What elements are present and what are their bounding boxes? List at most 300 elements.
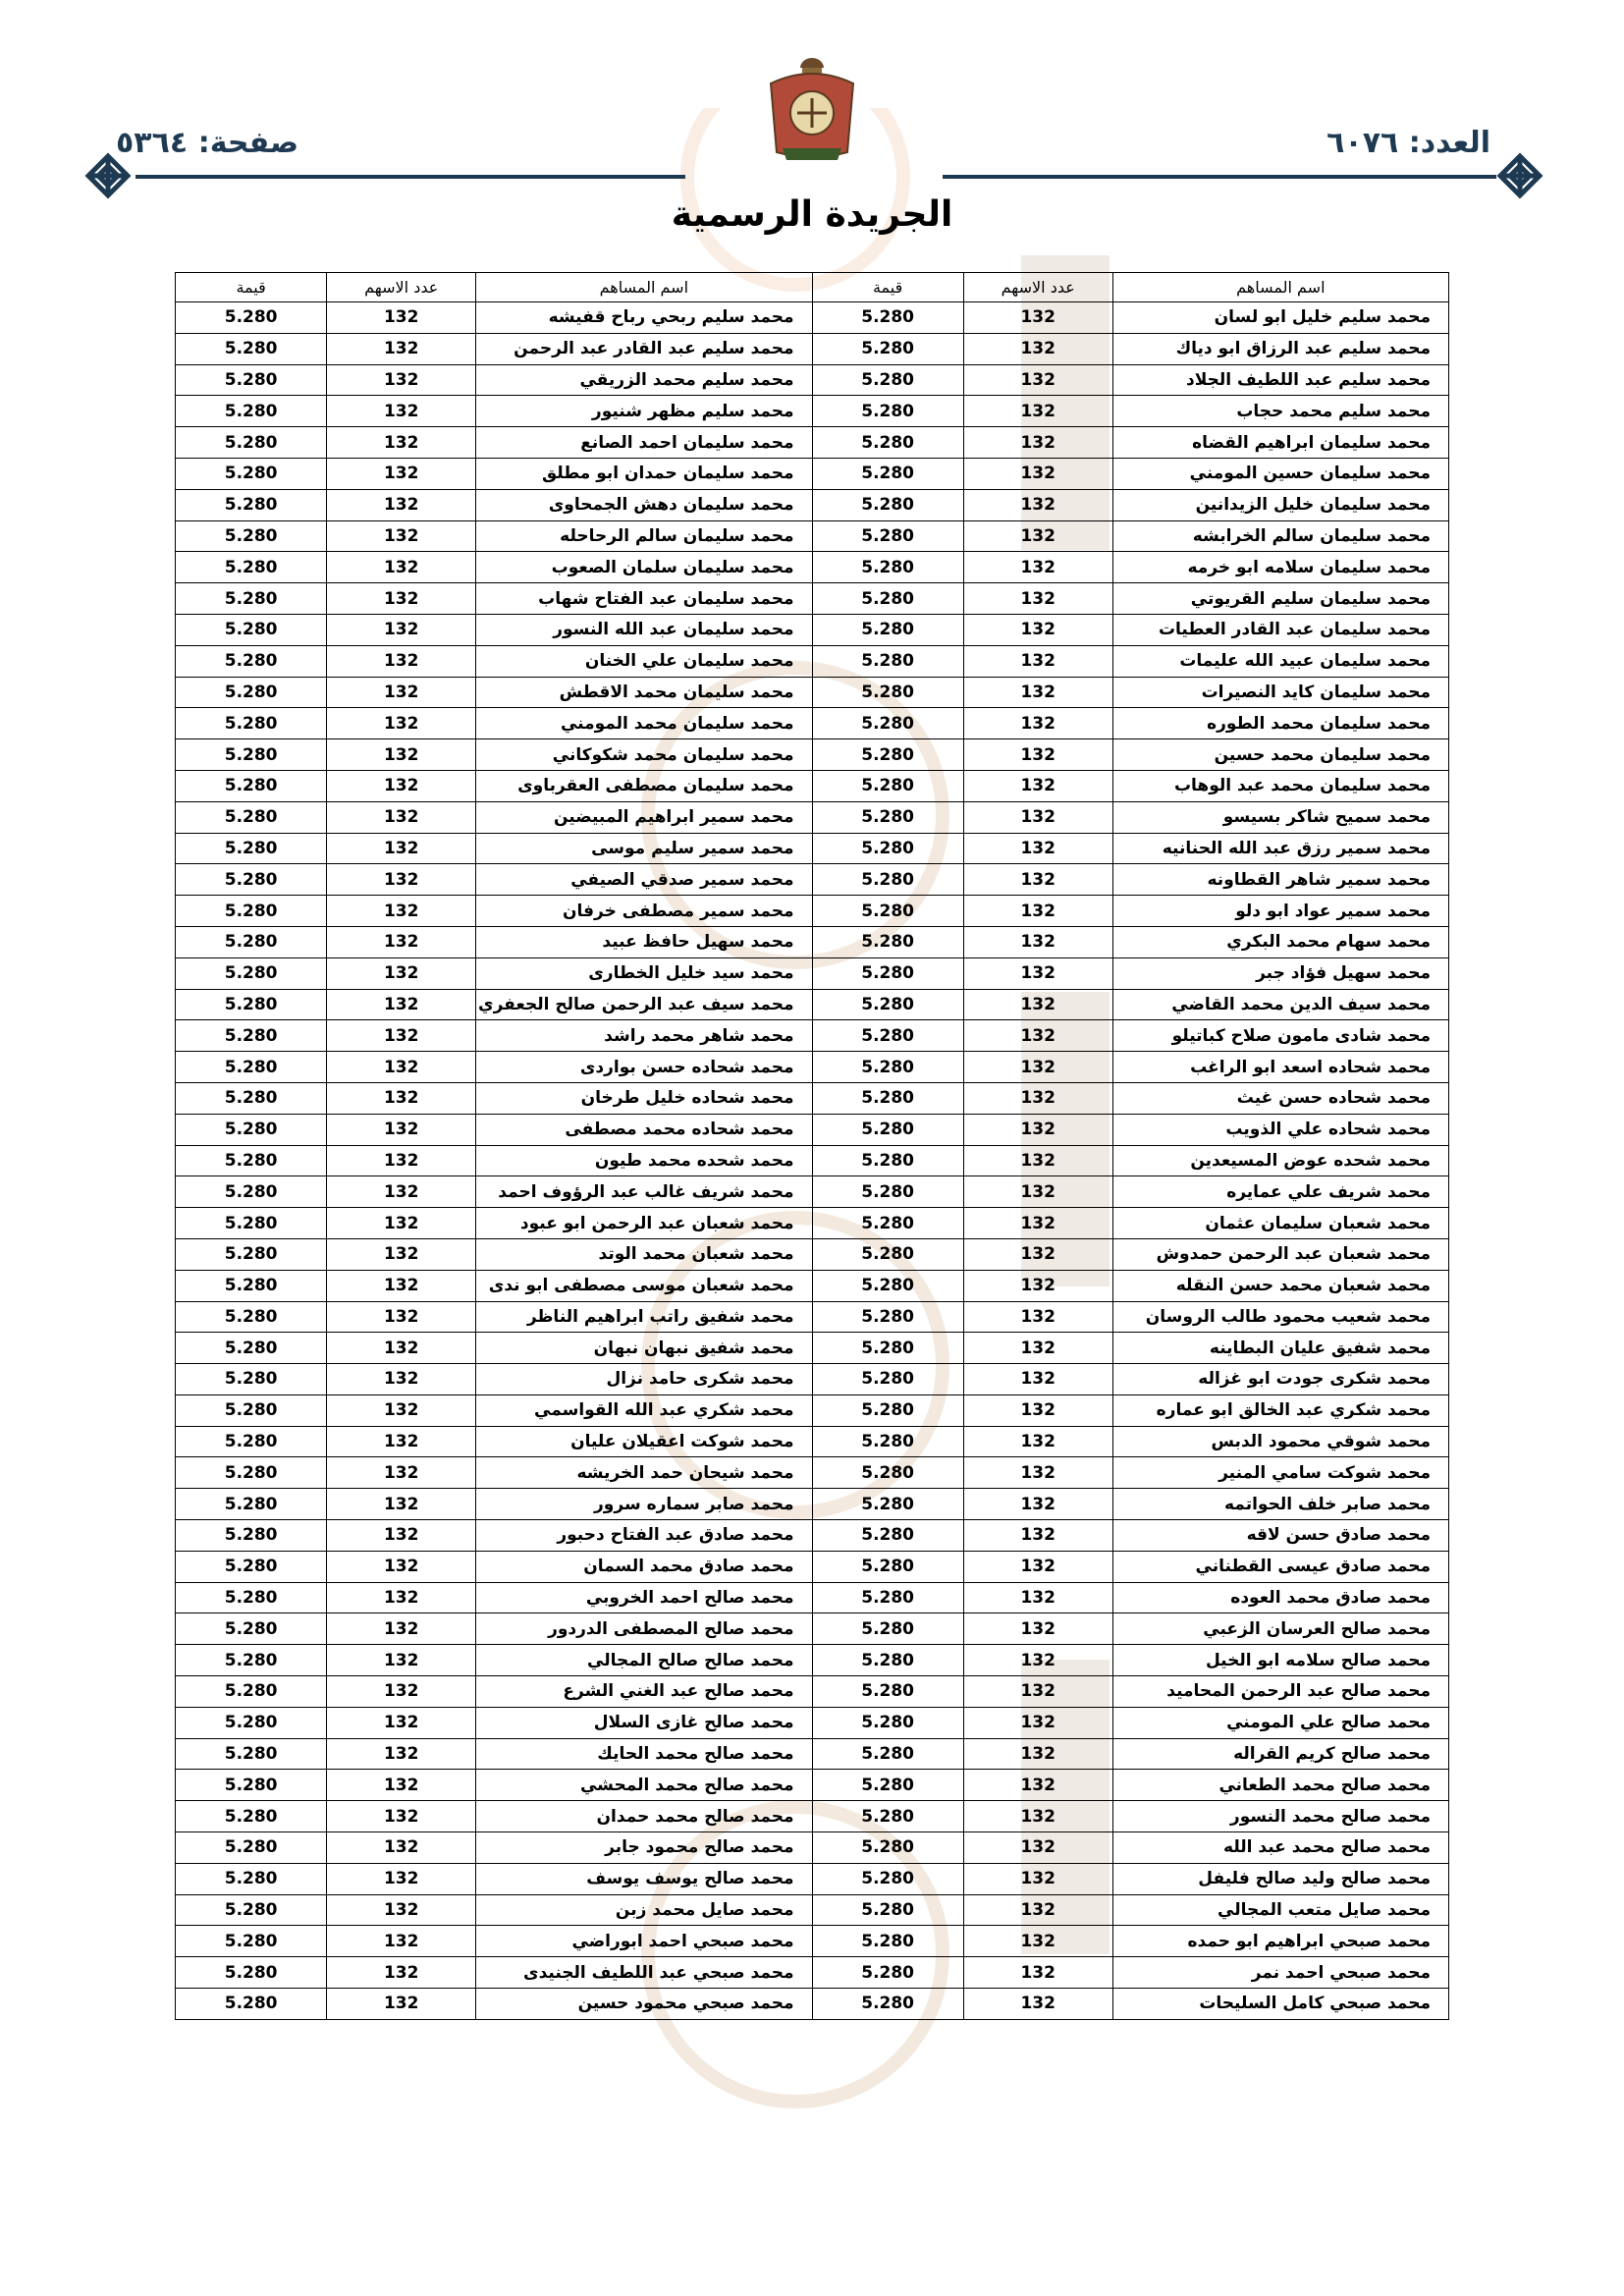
header-rule-right xyxy=(943,175,1496,179)
share-count: 132 xyxy=(327,427,476,459)
share-value: 5.280 xyxy=(812,1801,963,1832)
share-value: 5.280 xyxy=(176,1364,327,1395)
shareholder-name: محمد سليم عبد اللطيف الجلاد xyxy=(1112,364,1448,396)
shareholder-name: محمد صالح محمد عبد الله xyxy=(1112,1832,1448,1864)
table-row xyxy=(176,1020,1449,1052)
share-count: 132 xyxy=(327,1394,476,1426)
shareholder-name: محمد صبحي عبد اللطيف الجنيدى xyxy=(476,1957,812,1989)
share-value: 5.280 xyxy=(812,1957,963,1989)
share-count: 132 xyxy=(327,989,476,1020)
shareholder-name: محمد شريف علي عمايره xyxy=(1112,1176,1448,1208)
shareholder-name: محمد صالح محمد حمدان xyxy=(476,1801,812,1832)
share-value: 5.280 xyxy=(176,989,327,1020)
shareholder-name: محمد سليمان سليم القريوتي xyxy=(1112,583,1448,615)
shareholder-name: محمد شحاده حسن غيث xyxy=(1112,1082,1448,1114)
share-value: 5.280 xyxy=(176,1489,327,1520)
shareholder-name: محمد سليمان ابراهيم القضاه xyxy=(1112,427,1448,459)
shareholder-name: محمد شحده محمد طيون xyxy=(476,1145,812,1176)
shareholder-name: محمد سهيل فؤاد جبر xyxy=(1112,957,1448,989)
share-value: 5.280 xyxy=(812,896,963,927)
shareholder-name: محمد شحاده محمد مصطفى xyxy=(476,1114,812,1145)
shareholder-name: محمد سهام محمد البكري xyxy=(1112,926,1448,957)
share-count: 132 xyxy=(963,1551,1112,1582)
share-count: 132 xyxy=(327,489,476,520)
table-row xyxy=(176,1832,1449,1864)
share-value: 5.280 xyxy=(176,364,327,396)
share-value: 5.280 xyxy=(176,1832,327,1864)
table-row xyxy=(176,1613,1449,1645)
shareholder-name: محمد شكرى جودت ابو غزاله xyxy=(1112,1364,1448,1395)
table-row xyxy=(176,957,1449,989)
shareholders-table xyxy=(175,272,1449,2020)
shareholder-name: محمد سليمان سلمان الصعوب xyxy=(476,552,812,583)
share-value: 5.280 xyxy=(176,1676,327,1708)
share-value: 5.280 xyxy=(176,1894,327,1926)
share-count: 132 xyxy=(327,801,476,833)
shareholder-name: محمد شكرى حامد نزال xyxy=(476,1364,812,1395)
share-count: 132 xyxy=(963,1457,1112,1489)
table-row xyxy=(176,1926,1449,1957)
share-value: 5.280 xyxy=(812,1426,963,1457)
shareholder-name: محمد سليمان محمد عبد الوهاب xyxy=(1112,770,1448,801)
shareholder-name: محمد صالح يوسف يوسف xyxy=(476,1863,812,1894)
share-count: 132 xyxy=(327,739,476,771)
share-value: 5.280 xyxy=(176,1770,327,1801)
table-row xyxy=(176,1676,1449,1708)
shareholder-name: محمد سمير شاهر القطاونه xyxy=(1112,864,1448,896)
share-value: 5.280 xyxy=(176,1020,327,1052)
table-row xyxy=(176,614,1449,645)
share-count: 132 xyxy=(963,1364,1112,1395)
share-count: 132 xyxy=(327,1676,476,1708)
share-count: 132 xyxy=(963,458,1112,489)
shareholder-name: محمد شعبان محمد الوتد xyxy=(476,1238,812,1270)
shareholder-name: محمد شفيق عليان البطاينه xyxy=(1112,1333,1448,1364)
share-count: 132 xyxy=(963,1738,1112,1770)
share-value: 5.280 xyxy=(812,1082,963,1114)
table-row xyxy=(176,458,1449,489)
share-value: 5.280 xyxy=(812,801,963,833)
share-value: 5.280 xyxy=(812,1613,963,1645)
table-row xyxy=(176,645,1449,677)
share-value: 5.280 xyxy=(812,708,963,739)
share-count: 132 xyxy=(327,896,476,927)
share-count: 132 xyxy=(327,957,476,989)
share-count: 132 xyxy=(327,552,476,583)
share-count: 132 xyxy=(963,896,1112,927)
share-count: 132 xyxy=(963,1645,1112,1676)
share-count: 132 xyxy=(327,1208,476,1239)
share-count: 132 xyxy=(963,1270,1112,1301)
share-count: 132 xyxy=(327,1145,476,1176)
share-value: 5.280 xyxy=(176,1457,327,1489)
share-value: 5.280 xyxy=(176,1926,327,1957)
shareholder-name: محمد سليمان سلامه ابو خرمه xyxy=(1112,552,1448,583)
share-value: 5.280 xyxy=(812,1832,963,1864)
share-count: 132 xyxy=(327,458,476,489)
table-row xyxy=(176,1707,1449,1738)
share-count: 132 xyxy=(327,1551,476,1582)
share-value: 5.280 xyxy=(176,396,327,427)
shareholder-name: محمد صبحي محمود حسين xyxy=(476,1989,812,2020)
table-row xyxy=(176,1957,1449,1989)
share-value: 5.280 xyxy=(812,1582,963,1613)
share-value: 5.280 xyxy=(176,957,327,989)
share-count: 132 xyxy=(963,1582,1112,1613)
share-count: 132 xyxy=(963,396,1112,427)
header-value: قيمة xyxy=(176,273,327,302)
shareholder-name: محمد صابر خلف الحواتمه xyxy=(1112,1489,1448,1520)
share-value: 5.280 xyxy=(812,1707,963,1738)
share-value: 5.280 xyxy=(176,1394,327,1426)
share-value: 5.280 xyxy=(812,1333,963,1364)
table-row xyxy=(176,1863,1449,1894)
shareholder-name: محمد سليم خليل ابو لسان xyxy=(1112,302,1448,334)
shareholder-name: محمد صالح محمد الحايك xyxy=(476,1738,812,1770)
shareholder-name: محمد صادق محمد العوده xyxy=(1112,1582,1448,1613)
share-count: 132 xyxy=(963,739,1112,771)
shareholder-name: محمد صالح صالح المجالي xyxy=(476,1645,812,1676)
share-value: 5.280 xyxy=(812,1676,963,1708)
table-row xyxy=(176,364,1449,396)
shareholder-name: محمد شفيق راتب ابراهيم الناظر xyxy=(476,1301,812,1333)
table-row xyxy=(176,677,1449,708)
share-value: 5.280 xyxy=(176,552,327,583)
shareholder-name: محمد شعبان محمد حسن النقله xyxy=(1112,1270,1448,1301)
share-count: 132 xyxy=(963,1863,1112,1894)
shareholder-name: محمد شحاده خليل طرخان xyxy=(476,1082,812,1114)
shareholder-name: محمد سليمان دهش الجمحاوى xyxy=(476,489,812,520)
share-count: 132 xyxy=(963,1676,1112,1708)
shareholder-name: محمد سيف الدين محمد القاضي xyxy=(1112,989,1448,1020)
table-row xyxy=(176,583,1449,615)
share-value: 5.280 xyxy=(812,1738,963,1770)
shareholder-name: محمد صالح عبد الغني الشرع xyxy=(476,1676,812,1708)
shareholder-name: محمد سمير صدقي الصيفي xyxy=(476,864,812,896)
share-count: 132 xyxy=(327,1333,476,1364)
share-count: 132 xyxy=(327,677,476,708)
share-value: 5.280 xyxy=(176,489,327,520)
share-value: 5.280 xyxy=(176,1863,327,1894)
table-row xyxy=(176,396,1449,427)
shareholder-name: محمد صالح محمود جابر xyxy=(476,1832,812,1864)
shareholder-name: محمد صادق محمد السمان xyxy=(476,1551,812,1582)
shareholder-name: محمد شفيق نبهان نبهان xyxy=(476,1333,812,1364)
shareholder-name: محمد سليم محمد الزريقي xyxy=(476,364,812,396)
table-row xyxy=(176,1489,1449,1520)
share-value: 5.280 xyxy=(812,926,963,957)
table-row xyxy=(176,926,1449,957)
shareholder-name: محمد صادق عيسى القطناني xyxy=(1112,1551,1448,1582)
share-value: 5.280 xyxy=(812,520,963,552)
share-value: 5.280 xyxy=(812,1645,963,1676)
share-count: 132 xyxy=(327,1176,476,1208)
share-count: 132 xyxy=(963,1957,1112,1989)
table-row xyxy=(176,770,1449,801)
shareholder-name: محمد شاهر محمد راشد xyxy=(476,1020,812,1052)
share-count: 132 xyxy=(963,552,1112,583)
share-count: 132 xyxy=(327,1989,476,2020)
share-count: 132 xyxy=(327,1645,476,1676)
share-value: 5.280 xyxy=(176,1114,327,1145)
shareholder-name: محمد صالح محمد الطعاني xyxy=(1112,1770,1448,1801)
share-value: 5.280 xyxy=(812,458,963,489)
share-count: 132 xyxy=(963,989,1112,1020)
share-value: 5.280 xyxy=(176,1957,327,1989)
shareholder-name: محمد صالح العرسان الزعبي xyxy=(1112,1613,1448,1645)
jordan-crest-icon xyxy=(763,54,861,167)
shareholder-name: محمد شعبان عبد الرحمن حمدوش xyxy=(1112,1238,1448,1270)
share-value: 5.280 xyxy=(812,364,963,396)
share-value: 5.280 xyxy=(176,1238,327,1270)
table-row xyxy=(176,1333,1449,1364)
share-value: 5.280 xyxy=(812,1145,963,1176)
shareholder-name: محمد سيف عبد الرحمن صالح الجعفري xyxy=(476,989,812,1020)
share-count: 132 xyxy=(327,1426,476,1457)
share-count: 132 xyxy=(963,1989,1112,2020)
table-row xyxy=(176,1364,1449,1395)
shareholder-name: محمد سمير مصطفى خرفان xyxy=(476,896,812,927)
share-count: 132 xyxy=(963,614,1112,645)
share-count: 132 xyxy=(327,1238,476,1270)
share-value: 5.280 xyxy=(812,1926,963,1957)
shareholder-name: محمد سليمان حسين المومني xyxy=(1112,458,1448,489)
share-value: 5.280 xyxy=(812,677,963,708)
shareholder-name: محمد صبحي كامل السليحات xyxy=(1112,1989,1448,2020)
table-row xyxy=(176,1582,1449,1613)
share-count: 132 xyxy=(963,1926,1112,1957)
header-count: عدد الاسهم xyxy=(963,273,1112,302)
share-value: 5.280 xyxy=(812,1364,963,1395)
share-value: 5.280 xyxy=(812,1301,963,1333)
shareholder-name: محمد صالح علي المومني xyxy=(1112,1707,1448,1738)
share-value: 5.280 xyxy=(812,552,963,583)
table-row xyxy=(176,1989,1449,2020)
share-value: 5.280 xyxy=(812,739,963,771)
share-count: 132 xyxy=(327,396,476,427)
shareholder-name: محمد شعبان موسى مصطفى ابو ندى xyxy=(476,1270,812,1301)
share-value: 5.280 xyxy=(176,1645,327,1676)
share-value: 5.280 xyxy=(812,614,963,645)
shareholder-name: محمد صالح عبد الرحمن المحاميد xyxy=(1112,1676,1448,1708)
table-row xyxy=(176,1301,1449,1333)
share-count: 132 xyxy=(327,1894,476,1926)
share-value: 5.280 xyxy=(812,1238,963,1270)
shareholder-name: محمد سليمان محمد الطوره xyxy=(1112,708,1448,739)
share-value: 5.280 xyxy=(176,1270,327,1301)
share-value: 5.280 xyxy=(812,957,963,989)
table-row xyxy=(176,1082,1449,1114)
share-value: 5.280 xyxy=(176,1989,327,2020)
share-count: 132 xyxy=(963,302,1112,334)
header-count: عدد الاسهم xyxy=(327,273,476,302)
shareholder-name: محمد سليمان محمد الاقطش xyxy=(476,677,812,708)
shareholder-name: محمد شحده عوض المسيعدين xyxy=(1112,1145,1448,1176)
shareholder-name: محمد سليمان عبيد الله عليمات xyxy=(1112,645,1448,677)
share-value: 5.280 xyxy=(812,1052,963,1083)
knot-ornament-icon xyxy=(1496,152,1543,199)
table-row xyxy=(176,708,1449,739)
header-rule-left xyxy=(135,175,685,179)
page-title: الجريدة الرسمية xyxy=(671,194,953,235)
share-value: 5.280 xyxy=(176,1551,327,1582)
share-value: 5.280 xyxy=(176,864,327,896)
table-row xyxy=(176,1270,1449,1301)
share-count: 132 xyxy=(327,1457,476,1489)
shareholder-name: محمد صايل متعب المجالي xyxy=(1112,1894,1448,1926)
share-count: 132 xyxy=(963,1707,1112,1738)
share-count: 132 xyxy=(327,1801,476,1832)
table-row xyxy=(176,1052,1449,1083)
shareholder-name: محمد شحاده حسن بواردى xyxy=(476,1052,812,1083)
shareholder-name: محمد سليمان سالم الرحاحله xyxy=(476,520,812,552)
share-value: 5.280 xyxy=(812,333,963,364)
share-count: 132 xyxy=(963,677,1112,708)
shareholder-name: محمد سليم ربحي رباح قفيشه xyxy=(476,302,812,334)
table-row xyxy=(176,1238,1449,1270)
shareholder-name: محمد سليمان عبد الله النسور xyxy=(476,614,812,645)
share-value: 5.280 xyxy=(812,302,963,334)
share-value: 5.280 xyxy=(812,864,963,896)
shareholder-name: محمد سليمان عبد القادر العطيات xyxy=(1112,614,1448,645)
table-row xyxy=(176,1520,1449,1552)
shareholder-name: محمد سمير ابراهيم المبيضين xyxy=(476,801,812,833)
share-count: 132 xyxy=(327,1052,476,1083)
shareholder-name: محمد سليمان محمد حسين xyxy=(1112,739,1448,771)
table-row xyxy=(176,1801,1449,1832)
share-value: 5.280 xyxy=(176,1426,327,1457)
shareholder-name: محمد صالح احمد الخروبي xyxy=(476,1582,812,1613)
share-value: 5.280 xyxy=(176,896,327,927)
shareholder-name: محمد شريف غالب عبد الرؤوف احمد xyxy=(476,1176,812,1208)
shareholder-name: محمد سليمان احمد الصانع xyxy=(476,427,812,459)
shareholder-name: محمد صالح سلامه ابو الخيل xyxy=(1112,1645,1448,1676)
shareholder-name: محمد سليم عبد القادر عبد الرحمن xyxy=(476,333,812,364)
share-value: 5.280 xyxy=(812,1520,963,1552)
share-count: 132 xyxy=(327,1957,476,1989)
shareholder-name: محمد صبحي ابراهيم ابو حمده xyxy=(1112,1926,1448,1957)
shareholder-name: محمد صبحي احمد ابوراضي xyxy=(476,1926,812,1957)
shareholder-name: محمد سليمان كايد النصيرات xyxy=(1112,677,1448,708)
share-count: 132 xyxy=(963,1114,1112,1145)
share-count: 132 xyxy=(327,1926,476,1957)
share-value: 5.280 xyxy=(176,1082,327,1114)
share-value: 5.280 xyxy=(812,1863,963,1894)
share-count: 132 xyxy=(963,1520,1112,1552)
share-value: 5.280 xyxy=(176,708,327,739)
share-value: 5.280 xyxy=(812,770,963,801)
table-row xyxy=(176,896,1449,927)
table-row xyxy=(176,1894,1449,1926)
share-count: 132 xyxy=(327,1707,476,1738)
share-count: 132 xyxy=(327,1832,476,1864)
table-row xyxy=(176,833,1449,864)
shareholder-name: محمد سهيل حافظ عبيد xyxy=(476,926,812,957)
table-row xyxy=(176,1738,1449,1770)
share-value: 5.280 xyxy=(812,1894,963,1926)
share-value: 5.280 xyxy=(812,1989,963,2020)
share-value: 5.280 xyxy=(176,739,327,771)
share-count: 132 xyxy=(327,864,476,896)
table-header-row xyxy=(176,273,1449,302)
table-row xyxy=(176,1176,1449,1208)
table-row xyxy=(176,1645,1449,1676)
share-count: 132 xyxy=(327,1114,476,1145)
shareholder-name: محمد صالح كريم القراله xyxy=(1112,1738,1448,1770)
share-value: 5.280 xyxy=(176,1738,327,1770)
share-count: 132 xyxy=(963,1832,1112,1864)
share-count: 132 xyxy=(963,1333,1112,1364)
share-count: 132 xyxy=(963,427,1112,459)
share-value: 5.280 xyxy=(176,926,327,957)
share-value: 5.280 xyxy=(812,1770,963,1801)
share-value: 5.280 xyxy=(176,458,327,489)
table-row xyxy=(176,1114,1449,1145)
share-count: 132 xyxy=(963,1894,1112,1926)
share-count: 132 xyxy=(327,1582,476,1613)
shareholder-name: محمد سليمان عبد الفتاح شهاب xyxy=(476,583,812,615)
table-row xyxy=(176,1426,1449,1457)
table-row xyxy=(176,1208,1449,1239)
share-value: 5.280 xyxy=(176,1145,327,1176)
table-row xyxy=(176,864,1449,896)
share-value: 5.280 xyxy=(812,489,963,520)
shareholder-name: محمد سليمان مصطفى العقرباوى xyxy=(476,770,812,801)
share-value: 5.280 xyxy=(812,396,963,427)
share-value: 5.280 xyxy=(176,302,327,334)
shareholder-name: محمد سليمان محمد المومني xyxy=(476,708,812,739)
share-value: 5.280 xyxy=(176,1707,327,1738)
shareholder-name: محمد سمير رزق عبد الله الحنانيه xyxy=(1112,833,1448,864)
share-count: 132 xyxy=(963,1801,1112,1832)
share-value: 5.280 xyxy=(812,1176,963,1208)
share-count: 132 xyxy=(963,833,1112,864)
share-count: 132 xyxy=(963,864,1112,896)
share-value: 5.280 xyxy=(812,645,963,677)
share-count: 132 xyxy=(963,708,1112,739)
share-count: 132 xyxy=(963,333,1112,364)
header-name: اسم المساهم xyxy=(476,273,812,302)
share-value: 5.280 xyxy=(176,520,327,552)
table-row xyxy=(176,302,1449,334)
shareholder-name: محمد سليم محمد حجاب xyxy=(1112,396,1448,427)
share-count: 132 xyxy=(963,1770,1112,1801)
share-count: 132 xyxy=(963,1176,1112,1208)
share-value: 5.280 xyxy=(812,989,963,1020)
share-count: 132 xyxy=(327,520,476,552)
share-count: 132 xyxy=(327,1270,476,1301)
shareholder-name: محمد سليمان حمدان ابو مطلق xyxy=(476,458,812,489)
share-value: 5.280 xyxy=(812,1270,963,1301)
table-row xyxy=(176,1770,1449,1801)
share-value: 5.280 xyxy=(176,1208,327,1239)
share-value: 5.280 xyxy=(812,1020,963,1052)
share-count: 132 xyxy=(963,1613,1112,1645)
shareholder-name: محمد سليم عبد الرزاق ابو دياك xyxy=(1112,333,1448,364)
shareholder-name: محمد سمير سليم موسى xyxy=(476,833,812,864)
share-count: 132 xyxy=(963,1238,1112,1270)
share-count: 132 xyxy=(327,333,476,364)
shareholder-name: محمد صالح وليد صالح فليفل xyxy=(1112,1863,1448,1894)
share-value: 5.280 xyxy=(812,1208,963,1239)
share-count: 132 xyxy=(963,520,1112,552)
table-row xyxy=(176,1551,1449,1582)
shareholder-name: محمد شعبان سليمان عثمان xyxy=(1112,1208,1448,1239)
shareholder-name: محمد شعبان عبد الرحمن ابو عبود xyxy=(476,1208,812,1239)
shareholder-name: محمد شكري عبد الخالق ابو عماره xyxy=(1112,1394,1448,1426)
share-count: 132 xyxy=(963,1020,1112,1052)
share-count: 132 xyxy=(327,1020,476,1052)
